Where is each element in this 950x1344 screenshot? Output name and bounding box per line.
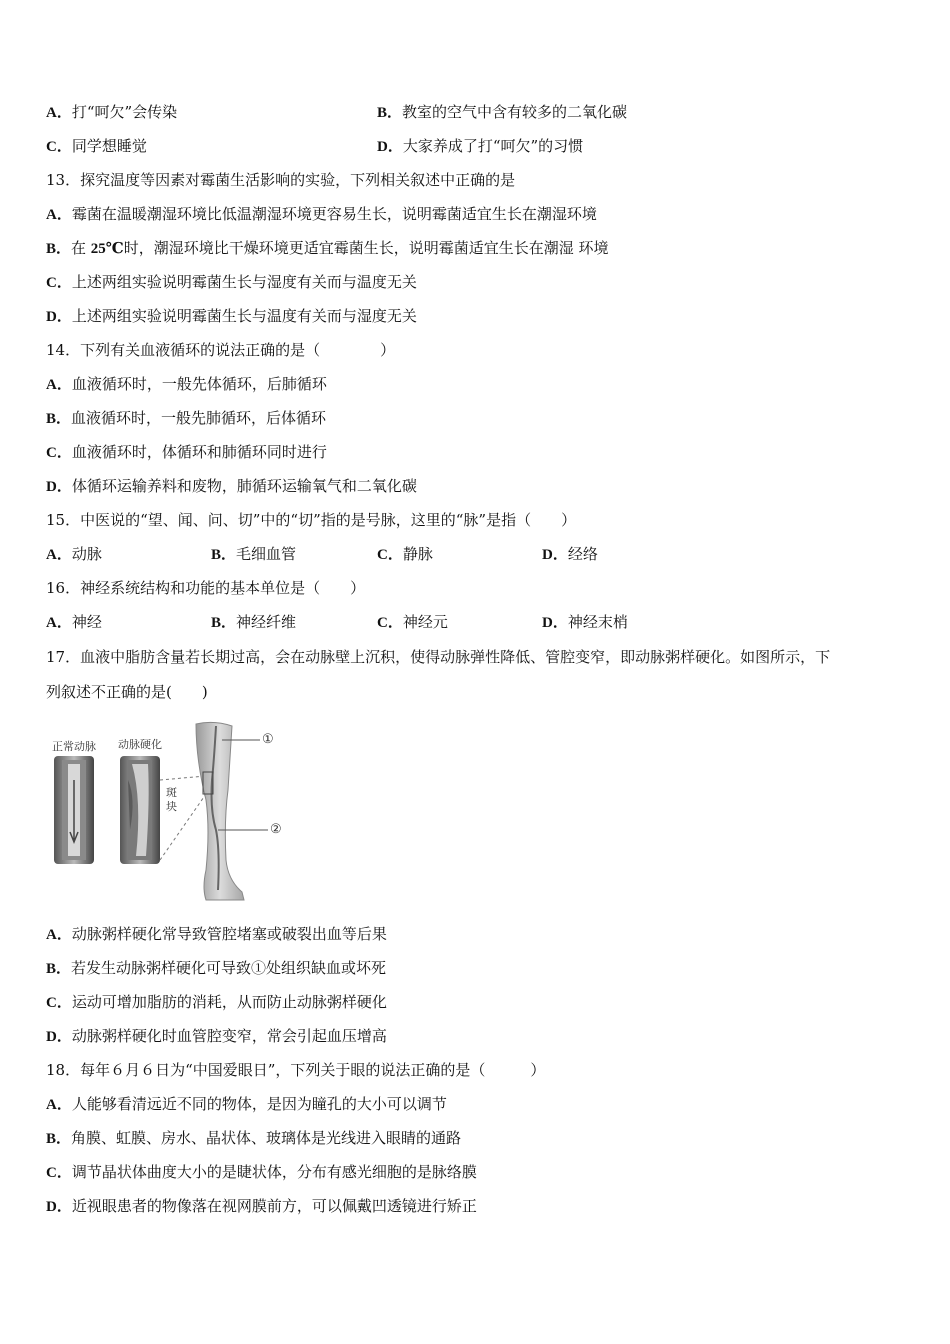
hardened-artery	[120, 756, 160, 864]
q13-option-b: B．在 25℃时，潮湿环境比干燥环境更适宜霉菌生长，说明霉菌适宜生长在潮湿 环境	[46, 239, 609, 257]
q15-option-a: A．动脉	[46, 545, 102, 563]
q18-option-b: B．角膜、虹膜、房水、晶状体、玻璃体是光线进入眼睛的通路	[46, 1129, 462, 1147]
q17-stem-line2: 列叙述不正确的是( )	[46, 683, 208, 701]
label-plaque: 斑块	[166, 786, 177, 813]
q12-option-d: D．大家养成了打“呵欠”的习惯	[377, 137, 584, 155]
label-normal-artery: 正常动脉	[52, 740, 96, 753]
q13-option-d: D．上述两组实验说明霉菌生长与温度有关而与湿度无关	[46, 307, 417, 325]
q16-option-c: C．神经元	[377, 613, 448, 631]
q13-stem: 13．探究温度等因素对霉菌生活影响的实验，下列相关叙述中正确的是	[46, 171, 516, 189]
label-hardened-artery: 动脉硬化	[118, 738, 162, 751]
marker-2: ②	[270, 822, 282, 837]
q15-option-c: C．静脉	[377, 545, 433, 563]
q14-option-a: A．血液循环时，一般先体循环，后肺循环	[46, 375, 327, 393]
q17-option-a: A．动脉粥样硬化常导致管腔堵塞或破裂出血等后果	[46, 925, 387, 943]
q16-option-a: A．神经	[46, 613, 102, 631]
normal-artery	[54, 756, 94, 864]
q16-stem: 16．神经系统结构和功能的基本单位是（ ）	[46, 579, 366, 597]
q12-option-c: C．同学想睡觉	[46, 137, 147, 155]
artery-figure	[46, 720, 296, 905]
q17-option-d: D．动脉粥样硬化时血管腔变窄，常会引起血压增高	[46, 1027, 387, 1045]
q15-option-d: D．经络	[542, 545, 598, 563]
q18-option-c: C．调节晶状体曲度大小的是睫状体，分布有感光细胞的是脉络膜	[46, 1163, 477, 1181]
q14-stem: 14．下列有关血液循环的说法正确的是（ ）	[46, 341, 396, 359]
q13-option-a: A．霉菌在温暖潮湿环境比低温潮湿环境更容易生长，说明霉菌适宜生长在潮湿环境	[46, 205, 597, 223]
q14-option-b: B．血液循环时，一般先肺循环，后体循环	[46, 409, 327, 427]
q17-option-c: C．运动可增加脂肪的消耗，从而防止动脉粥样硬化	[46, 993, 387, 1011]
q18-option-a: A．人能够看清远近不同的物体，是因为瞳孔的大小可以调节	[46, 1095, 447, 1113]
q13-option-c: C．上述两组实验说明霉菌生长与湿度有关而与温度无关	[46, 273, 417, 291]
q14-option-c: C．血液循环时，体循环和肺循环同时进行	[46, 443, 327, 461]
q18-option-d: D．近视眼患者的物像落在视网膜前方，可以佩戴凹透镜进行矫正	[46, 1197, 477, 1215]
q14-option-d: D．体循环运输养料和废物，肺循环运输氧气和二氧化碳	[46, 477, 417, 495]
q12-option-a: A．打“呵欠”会传染	[46, 103, 178, 121]
leg-illustration	[196, 722, 268, 900]
q12-option-b: B．教室的空气中含有较多的二氧化碳	[377, 103, 628, 121]
q16-option-d: D．神经末梢	[542, 613, 628, 631]
q17-stem-line1: 17．血液中脂肪含量若长期过高，会在动脉壁上沉积，使得动脉弹性降低、管腔变窄，即动脉粥样硬化。如图所示，下	[46, 648, 831, 666]
marker-1: ①	[262, 732, 274, 747]
q16-option-b: B．神经纤维	[211, 613, 297, 631]
q15-stem: 15．中医说的“望、闻、问、切”中的“切”指的是号脉，这里的“脉”是指（ ）	[46, 511, 577, 529]
q15-option-b: B．毛细血管	[211, 545, 297, 563]
q17-option-b: B．若发生动脉粥样硬化可导致①处组织缺血或坏死	[46, 959, 387, 977]
q18-stem: 18．每年６月６日为“中国爱眼日”，下列关于眼的说法正确的是（ ）	[46, 1061, 546, 1079]
